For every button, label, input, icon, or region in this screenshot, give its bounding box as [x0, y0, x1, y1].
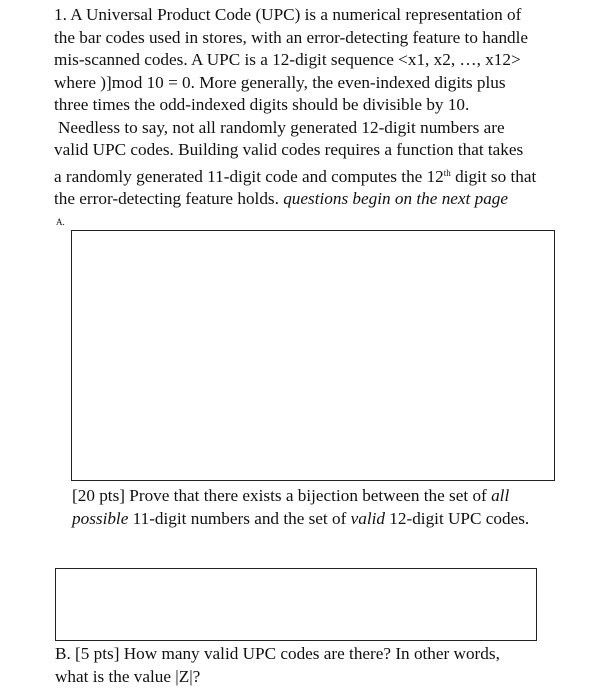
intro-line-6: Needless to say, not all randomly generated 12-digit numbers are: [58, 117, 505, 137]
part-a-emph-possible: possible: [72, 508, 129, 528]
intro-line-8-text: a randomly generated 11-digit code and computes the 12: [54, 166, 444, 186]
intro-line-2: the bar codes used in stores, with an error-detecting feature to handle: [54, 27, 529, 47]
ordinal-suffix: th: [443, 167, 451, 178]
intro-line-3: mis-scanned codes. A UPC is a 12-digit sequence <x1, x2, …, x12>: [54, 50, 521, 69]
part-b-answer-box[interactable]: [55, 568, 537, 641]
problem-intro: [54, 4, 574, 211]
part-b-question: [55, 643, 575, 688]
part-a-line-2-mid: 11-digit numbers and the set of: [128, 508, 351, 528]
part-b-line-1: B. [5 pts] How many valid UPC codes are there? In other words,: [55, 644, 500, 663]
part-a-line-2-tail: 12-digit UPC codes.: [385, 508, 530, 528]
part-a-line-2: [72, 508, 572, 531]
part-a-answer-box[interactable]: [71, 230, 555, 481]
intro-line-8: [54, 162, 574, 189]
next-page-note: questions begin on the next page: [283, 189, 509, 208]
part-a-question: [72, 485, 572, 530]
part-a-line-1-text: [20 pts] Prove that there exists a bijection between the set of: [72, 486, 492, 505]
intro-line-7: valid UPC codes. Building valid codes requires a function that takes: [54, 140, 524, 159]
intro-line-5: three times the odd-indexed digits should be divisible by 10.: [54, 95, 470, 114]
part-a-emph-all: all: [491, 486, 510, 505]
intro-line-8-tail: digit so that: [450, 166, 537, 186]
intro-line-1: 1. A Universal Product Code (UPC) is a numerical representation of: [54, 5, 522, 24]
part-a-line-1: [72, 485, 572, 508]
intro-line-9-text: the error-detecting feature holds.: [54, 189, 284, 208]
intro-line-9: [54, 188, 574, 211]
intro-line-4: where )]mod 10 = 0. More generally, the even-indexed digits plus: [54, 72, 506, 92]
part-a-emph-valid: valid: [350, 508, 385, 528]
part-b-line-2: what is the value |Z|?: [55, 666, 201, 686]
part-a-label: A.: [56, 217, 65, 227]
